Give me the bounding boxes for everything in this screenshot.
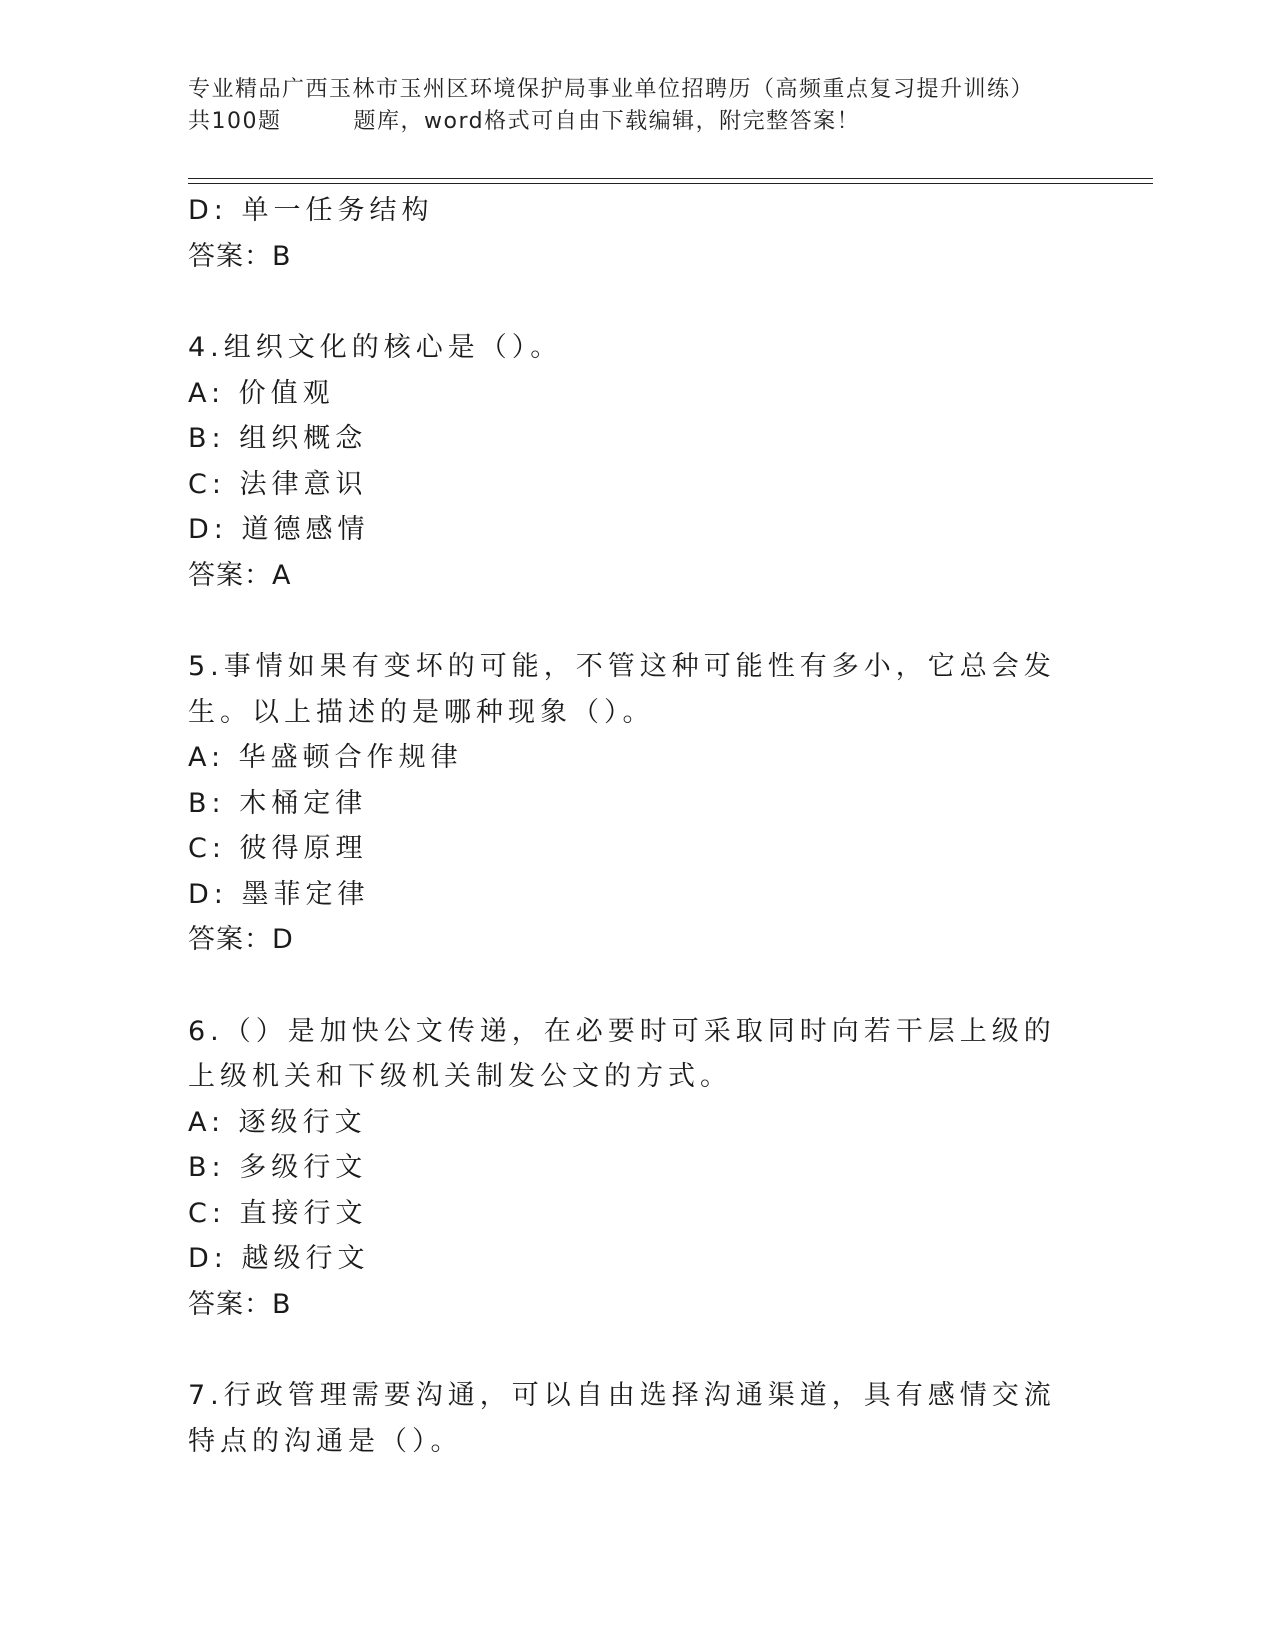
answer-label: 答案： [188, 240, 272, 272]
answer [188, 917, 1068, 963]
header-divider-bottom [188, 183, 1153, 184]
question-5 [188, 644, 1068, 963]
question-4 [188, 325, 1068, 598]
option-a: A: 价值观 [188, 377, 335, 409]
option-a: A: 华盛顿合作规律 [188, 742, 463, 773]
answer [188, 1282, 1068, 1328]
answer-label: 答案： [188, 924, 272, 955]
option-a: A: 逐级行文 [188, 1106, 367, 1138]
option-c: C: 法律意识 [188, 468, 368, 500]
header-divider-top [188, 178, 1153, 179]
header-subtitle [188, 106, 1088, 138]
document-header [188, 74, 1088, 138]
answer-label: 答案： [188, 559, 272, 591]
option-c: C: 直接行文 [188, 1197, 368, 1229]
prev-option-d: D: 单一任务结构 [188, 195, 434, 226]
question-stem: 6.（）是加快公文传递，在必要时可采取同时向若干层上级的上级机关和下级机关制发公文的方式。 [188, 1015, 1056, 1092]
answer-value: B [272, 240, 292, 272]
header-title: 专业精品广西玉林市玉州区环境保护局事业单位招聘历（高频重点复习提升训练） [188, 77, 1035, 102]
question-stem: 5.事情如果有变坏的可能，不管这种可能性有多小，它总会发生。以上描述的是哪种现象（）。 [188, 651, 1056, 728]
option-d: D: 墨菲定律 [188, 878, 370, 910]
header-note: 题库，word格式可自由下载编辑，附完整答案！ [353, 109, 861, 134]
option-b: B: 组织概念 [188, 423, 368, 454]
option-d: D: 道德感情 [188, 514, 370, 545]
prev-answer [188, 234, 1068, 280]
option-c: C: 彼得原理 [188, 833, 368, 864]
question-7 [188, 1373, 1068, 1464]
question-stem: 7.行政管理需要沟通，可以自由选择沟通渠道，具有感情交流特点的沟通是（）。 [188, 1380, 1056, 1457]
answer-value: D [272, 924, 294, 955]
answer-label: 答案： [188, 1288, 272, 1320]
question-stem: 4.组织文化的核心是（）。 [188, 332, 563, 363]
question-6 [188, 1009, 1068, 1328]
option-d: D: 越级行文 [188, 1243, 370, 1274]
header-question-count: 共100题 [188, 109, 282, 134]
document-body [188, 188, 1068, 1464]
option-b: B: 木桶定律 [188, 787, 368, 819]
option-b: B: 多级行文 [188, 1152, 368, 1183]
answer-value: A [272, 559, 292, 591]
answer-value: B [272, 1288, 292, 1320]
answer [188, 553, 1068, 599]
